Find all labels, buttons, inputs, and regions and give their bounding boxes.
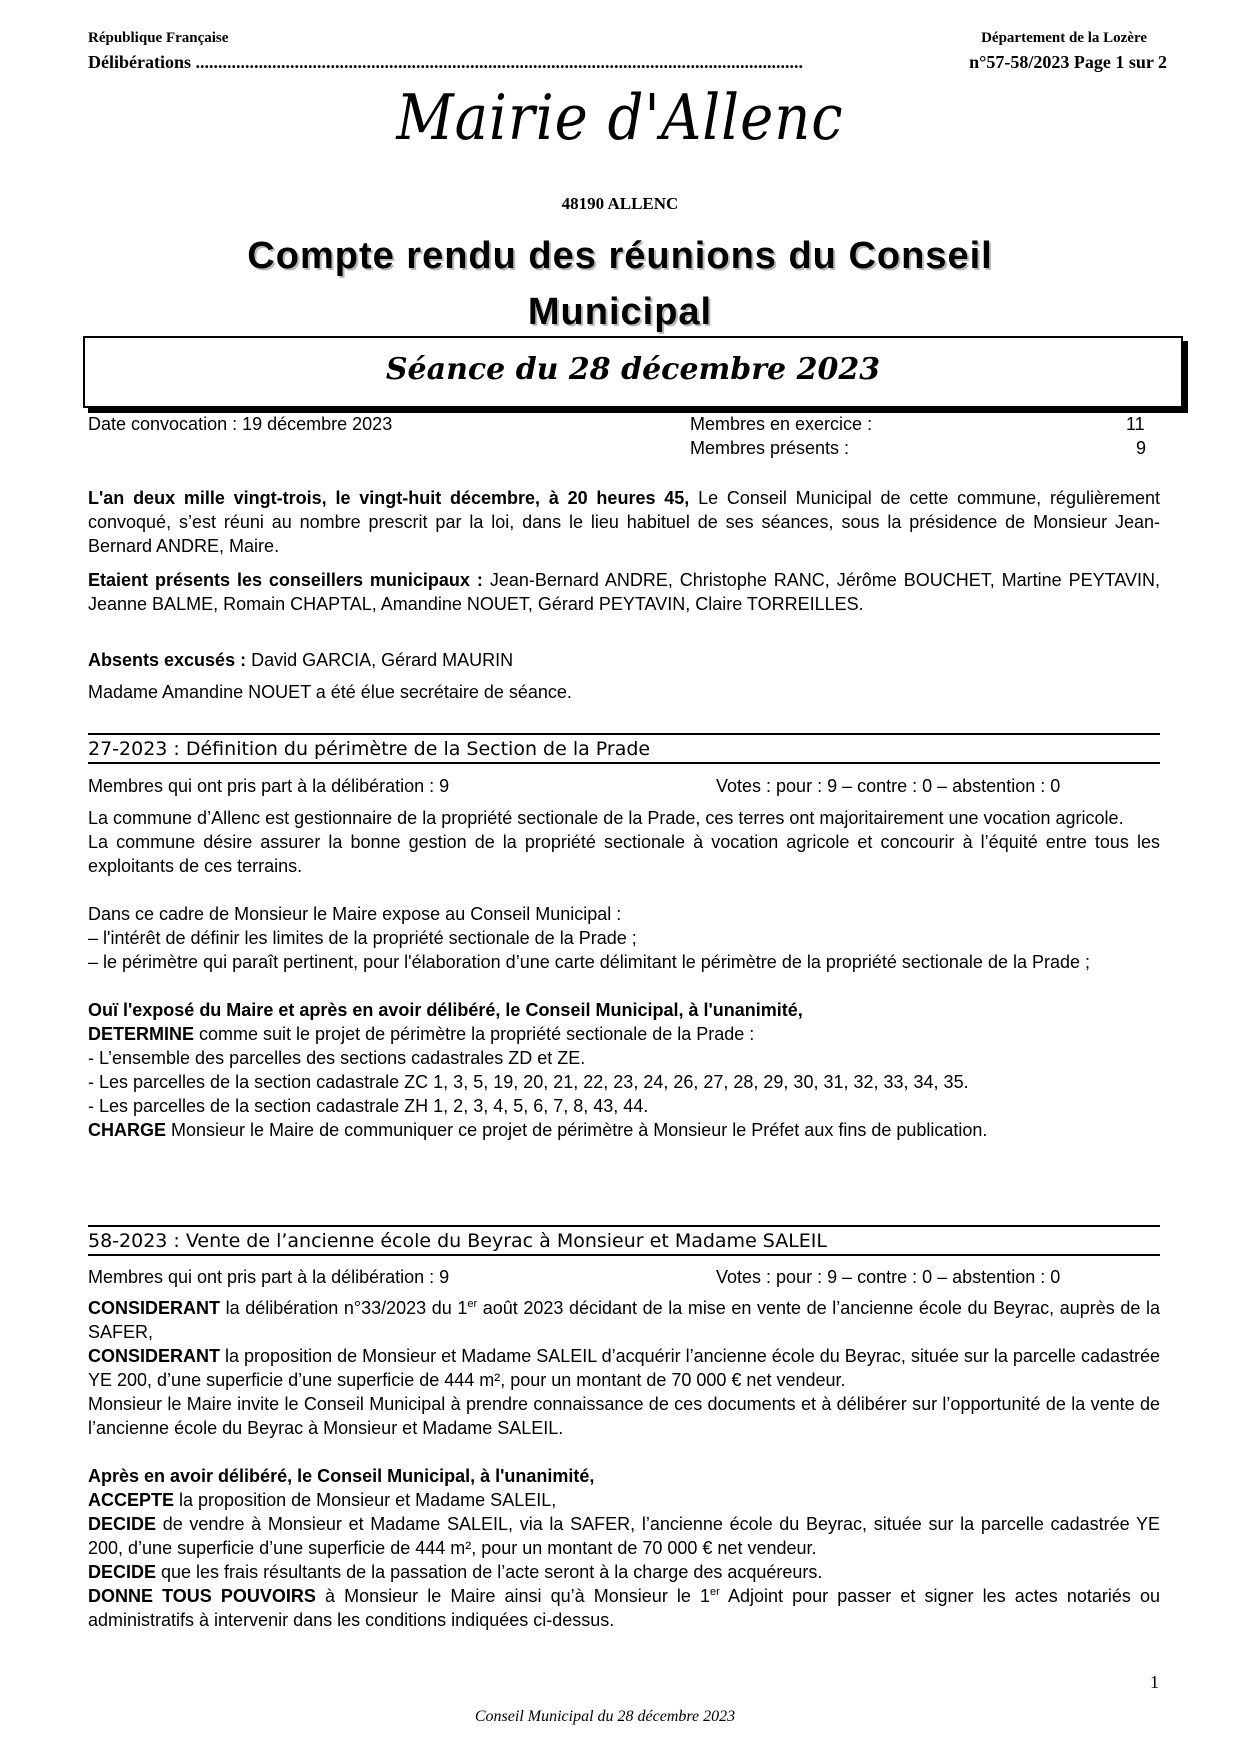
section2-apres: Après en avoir délibéré, le Conseil Municipal, à l'unanimité,	[88, 1466, 595, 1486]
decide2-text: que les frais résultants de la passation de l’acte seront à la charge des acquéreurs.	[156, 1562, 823, 1582]
section2-decide2	[88, 1560, 1160, 1584]
section2-votes: Votes : pour : 9 – contre : 0 – abstention : 0	[716, 1267, 1061, 1287]
section1-item2: - Les parcelles de la section cadastrale ZC 1, 3, 5, 19, 20, 21, 22, 23, 24, 26, 27, 28, 29, 30, 31, 32, 33, 34, 35.	[88, 1072, 969, 1092]
intro-paragraph	[88, 486, 1160, 558]
donne-bold: DONNE TOUS POUVOIRS	[88, 1586, 316, 1606]
section2-considerant2	[88, 1344, 1160, 1392]
section1-votes: Votes : pour : 9 – contre : 0 – abstention : 0	[716, 776, 1061, 796]
header-deliberations: Délibérations .......................................................................................................................................	[88, 52, 803, 72]
section1-p4: – l'intérêt de définir les limites de la propriété sectionale de la Prade ;	[88, 928, 637, 948]
section1-p1: La commune d’Allenc est gestionnaire de la propriété sectionale de la Prade, ces terres ont majoritairement une vocation agricole.	[88, 808, 1124, 828]
section1-body	[88, 806, 1160, 1142]
section2-donne	[88, 1584, 1160, 1632]
charge-bold: CHARGE	[88, 1120, 167, 1140]
decide1-bold: DECIDE	[88, 1514, 157, 1534]
page-footer: Conseil Municipal du 28 décembre 2023	[474, 1708, 736, 1725]
title-line-1: Compte rendu des réunions du Conseil	[247, 235, 993, 277]
membres-presents-label: Membres présents :	[690, 438, 850, 458]
intro-bold: L'an deux mille vingt-trois, le vingt-huit décembre, à 20 heures 45,	[88, 488, 690, 508]
section2-decide1	[88, 1512, 1160, 1560]
donne-text-b: Adjoint pour passer et signer les actes notariés ou administratifs à intervenir dans les conditions indiquées ci-dessus.	[88, 1586, 1161, 1630]
seance-date: Séance du 28 décembre 2023	[385, 352, 881, 387]
postal-address: 48190 ALLENC	[561, 194, 679, 213]
presents-paragraph	[88, 568, 1160, 616]
section2-body	[88, 1296, 1160, 1632]
section2-considerant1	[88, 1296, 1160, 1344]
determine-bold: DETERMINE	[88, 1024, 195, 1044]
considerant1-bold: CONSIDERANT	[88, 1298, 221, 1318]
section1-p5: – le périmètre qui paraît pertinent, pour l'élaboration d’une carte délimitant le périmètre de la propriété sectionale de la Prade ;	[88, 952, 1091, 972]
membres-presents-value: 9	[1136, 438, 1147, 458]
considerant2-text: la proposition de Monsieur et Madame SALEIL d’acquérir l’ancienne école du Beyrac, située sur la parcelle cadastrée YE 200, d’une superficie d’une superficie de 444 m², pour un montant de 70 000 € net vendeur.	[88, 1346, 1160, 1390]
header-republique: République Française	[88, 30, 229, 46]
charge-text: Monsieur le Maire de communiquer ce projet de périmètre à Monsieur le Préfet aux fins de publication.	[166, 1120, 988, 1140]
section1-p3: Dans ce cadre de Monsieur le Maire expose au Conseil Municipal :	[88, 904, 622, 924]
section1-oui: Ouï l'exposé du Maire et après en avoir délibéré, le Conseil Municipal, à l'unanimité,	[88, 1000, 803, 1020]
presents-text: Jean-Bernard ANDRE, Christophe RANC, Jérôme BOUCHET, Martine PEYTAVIN, Jeanne BALME, Romain CHAPTAL, Amandine NOUET, Gérard PEYTAVIN, Claire TORREILLES.	[88, 570, 1160, 614]
section-27-2023-title: 27-2023 : Définition du périmètre de la Section de la Prade	[88, 733, 1160, 764]
date-convocation: Date convocation : 19 décembre 2023	[88, 414, 393, 434]
membres-exercice-value: 11	[1126, 414, 1145, 434]
header-page-ref: n°57-58/2023 Page 1 sur 2	[969, 52, 1167, 72]
section2-invite: Monsieur le Maire invite le Conseil Municipal à prendre connaissance de ces documents et à délibérer sur l’opportunité de la vente de l’ancienne école du Beyrac à Monsieur et Madame SALEIL.	[88, 1394, 1160, 1438]
absents-bold: Absents excusés :	[88, 650, 247, 670]
decide2-bold: DECIDE	[88, 1562, 157, 1582]
accepte-bold: ACCEPTE	[88, 1490, 175, 1510]
section-58-2023-title: 58-2023 : Vente de l’ancienne école du Beyrac à Monsieur et Madame SALEIL	[88, 1225, 1160, 1256]
page-number: 1	[1150, 1672, 1159, 1692]
title-line-2: Municipal	[527, 291, 713, 333]
absents-paragraph	[88, 648, 513, 672]
header-departement: Département de la Lozère	[981, 30, 1147, 46]
section1-charge	[88, 1118, 1160, 1142]
donne-text-a: à Monsieur le Maire ainsi qu’à Monsieur le 1	[315, 1586, 711, 1606]
section1-determine	[88, 1022, 1160, 1046]
section1-p2: La commune désire assurer la bonne gestion de la propriété sectionale à vocation agricole et concourir à l’équité entre tous les exploitants de ces terrains.	[88, 832, 1160, 876]
determine-text: comme suit le projet de périmètre la propriété sectionale de la Prade :	[194, 1024, 755, 1044]
seance-box	[83, 336, 1183, 408]
accepte-text: la proposition de Monsieur et Madame SALEIL,	[174, 1490, 557, 1510]
absents-text: David GARCIA, Gérard MAURIN	[246, 650, 514, 670]
donne-sup: er	[710, 1586, 720, 1598]
decide1-text: de vendre à Monsieur et Madame SALEIL, via la SAFER, l’ancienne école du Beyrac, située sur la parcelle cadastrée YE 200, d’une superficie d’une superficie de 444 m², pour un montant de 70 000 € net vendeur.	[88, 1514, 1160, 1558]
presents-bold: Etaient présents les conseillers municipaux :	[88, 570, 483, 590]
secretaire-paragraph: Madame Amandine NOUET a été élue secrétaire de séance.	[88, 682, 572, 702]
mairie-logo: Mairie d'Allenc	[396, 82, 844, 155]
considerant1-text-b: août 2023 décidant de la mise en vente de l’ancienne école du Beyrac, auprès de la SAFER,	[88, 1298, 1160, 1342]
intro-text: Le Conseil Municipal de cette commune, régulièrement convoqué, s’est réuni au nombre prescrit par la loi, dans le lieu habituel de ses séances, sous la présidence de Monsieur Jean-Bernard ANDRE, Maire.	[88, 488, 1160, 556]
page-title	[0, 228, 1240, 340]
considerant2-bold: CONSIDERANT	[88, 1346, 221, 1366]
considerant1-sup: er	[467, 1298, 478, 1310]
section1-members: Membres qui ont pris part à la délibération : 9	[88, 776, 450, 796]
considerant1-text-a: la délibération n°33/2023 du 1	[220, 1298, 468, 1318]
section2-members: Membres qui ont pris part à la délibération : 9	[88, 1267, 450, 1287]
section1-item3: - Les parcelles de la section cadastrale ZH 1, 2, 3, 4, 5, 6, 7, 8, 43, 44.	[88, 1096, 649, 1116]
membres-exercice-label: Membres en exercice :	[690, 414, 873, 434]
section1-item1: - L’ensemble des parcelles des sections cadastrales ZD et ZE.	[88, 1048, 586, 1068]
section2-accepte	[88, 1488, 1160, 1512]
